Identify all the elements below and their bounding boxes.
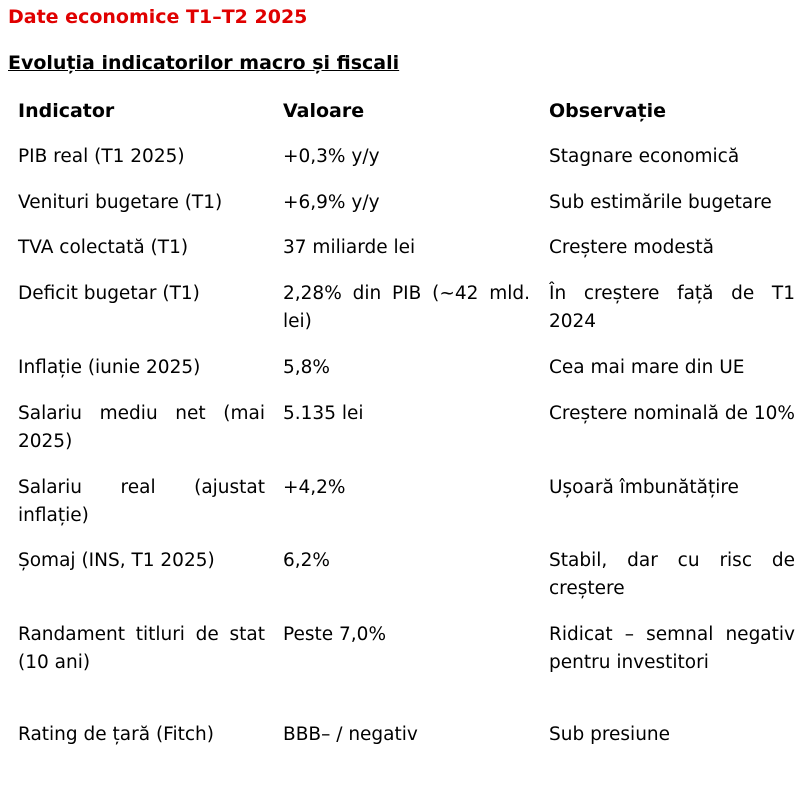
cell-indicator: PIB real (T1 2025) (18, 146, 185, 167)
cell-valoare: Peste 7,0% (283, 624, 387, 645)
cell-observatie: Cea mai mare din UE (549, 357, 745, 378)
table-header-row (0, 97, 802, 143)
table-row (0, 474, 802, 547)
cell-observatie: Creștere nominală de 10% (549, 403, 795, 424)
cell-observatie: În creștere față de T1 2024 (549, 283, 795, 332)
cell-valoare: BBB– / negativ (283, 724, 418, 745)
cell-valoare: +0,3% y/y (283, 146, 380, 167)
document-subtitle: Evoluția indicatorilor macro și fiscali (8, 52, 400, 74)
cell-observatie: Stagnare economică (549, 146, 740, 167)
cell-valoare: +6,9% y/y (283, 192, 380, 213)
header-valoare: Valoare (283, 100, 365, 122)
cell-observatie: Stabil, dar cu risc de creștere (549, 550, 795, 599)
cell-observatie: Ușoară îmbunătățire (549, 477, 739, 498)
table-row (0, 143, 802, 189)
document-title: Date economice T1–T2 2025 (8, 6, 308, 28)
cell-indicator: Salariu mediu net (mai 2025) (18, 403, 265, 452)
table-row (0, 547, 802, 621)
cell-valoare: +4,2% (283, 477, 346, 498)
cell-observatie: Sub estimările bugetare (549, 192, 772, 213)
cell-indicator: TVA colectată (T1) (18, 237, 189, 258)
table-row (0, 621, 802, 721)
table-row (0, 400, 802, 474)
header-observatie: Observație (549, 100, 667, 122)
cell-indicator: Inflație (iunie 2025) (18, 357, 201, 378)
cell-observatie: Ridicat – semnal negativ pentru investitori (549, 624, 795, 673)
cell-indicator: Deficit bugetar (T1) (18, 283, 200, 304)
table-row (0, 354, 802, 400)
cell-indicator: Randament titluri de stat (10 ani) (18, 624, 265, 673)
cell-indicator: Venituri bugetare (T1) (18, 192, 223, 213)
header-indicator: Indicator (18, 100, 115, 122)
indicators-table (0, 97, 802, 767)
table-row (0, 234, 802, 280)
cell-observatie: Creștere modestă (549, 237, 714, 258)
cell-valoare: 5,8% (283, 357, 330, 378)
table-row (0, 721, 802, 767)
cell-valoare: 6,2% (283, 550, 330, 571)
cell-indicator: Rating de țară (Fitch) (18, 724, 214, 745)
table-row (0, 280, 802, 354)
cell-valoare: 2,28% din PIB (~42 mld. lei) (283, 283, 530, 332)
cell-valoare: 5.135 lei (283, 403, 364, 424)
table-row (0, 189, 802, 234)
cell-indicator: Salariu real (ajustat inflație) (18, 477, 265, 526)
cell-observatie: Sub presiune (549, 724, 671, 745)
cell-valoare: 37 miliarde lei (283, 237, 416, 258)
cell-indicator: Șomaj (INS, T1 2025) (18, 550, 215, 571)
